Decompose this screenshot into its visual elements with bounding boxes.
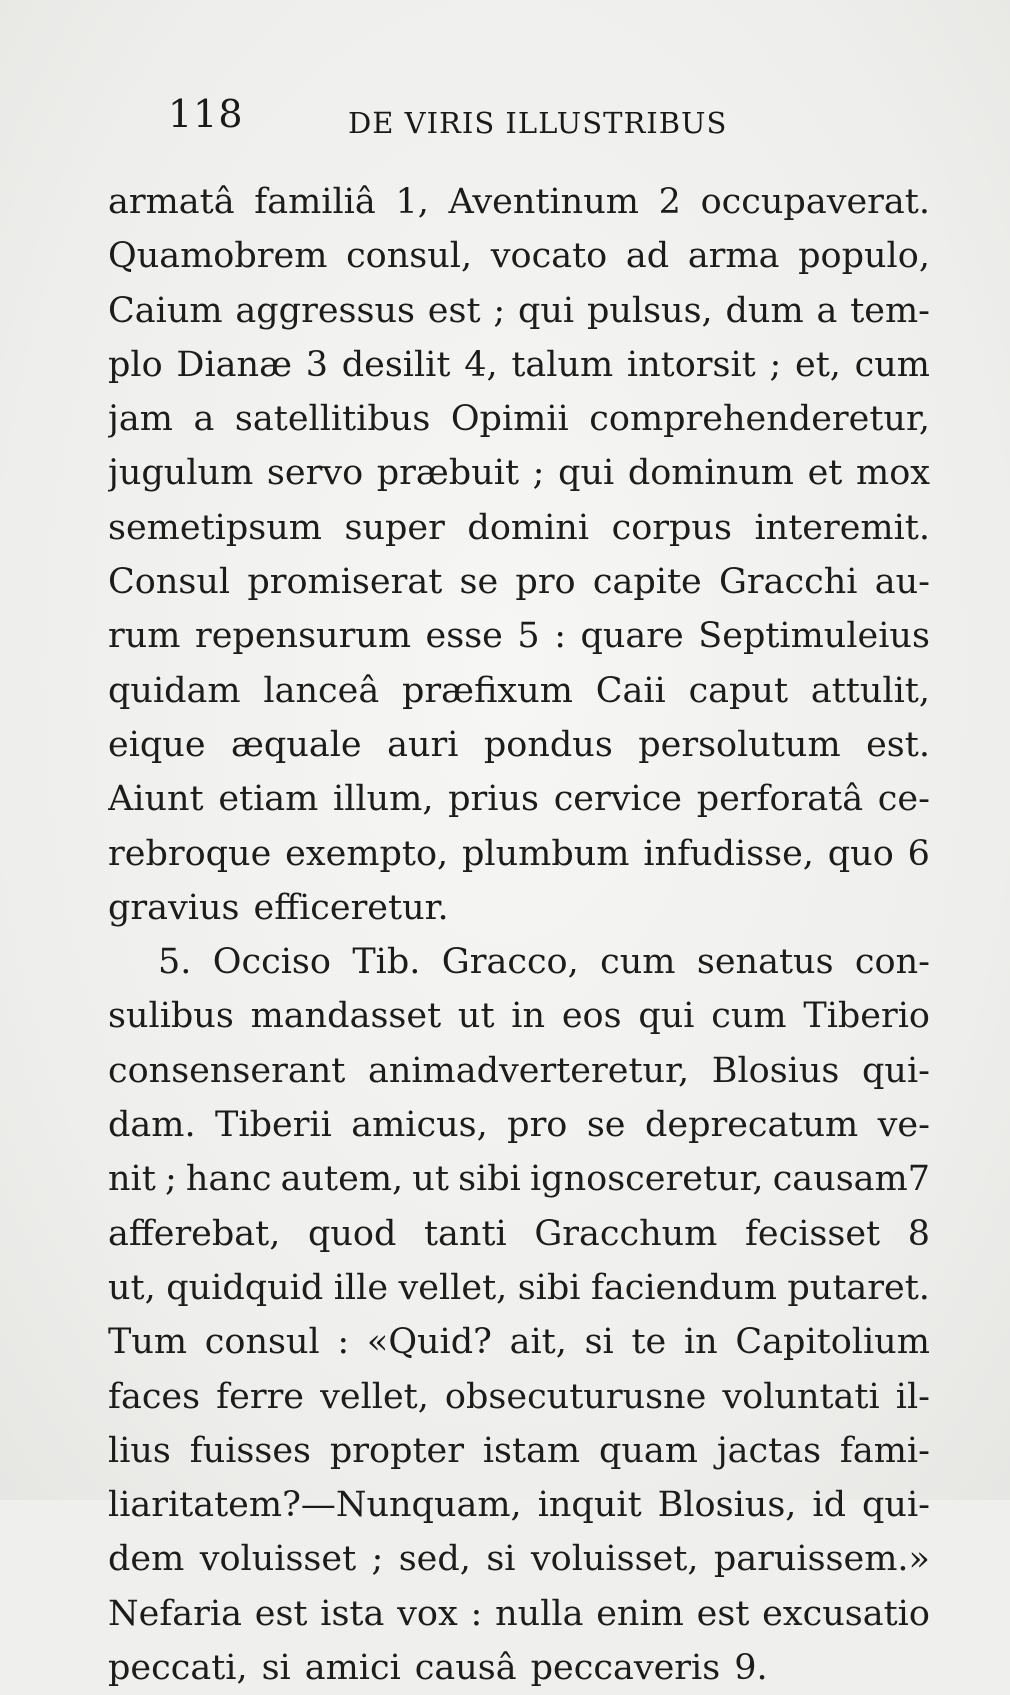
text-line: consenserant animadverteretur, Blosius qui- [108,1050,930,1091]
text-line: gravius efficeretur. [108,887,449,928]
text-line: dam. Tiberii amicus, pro se deprecatum ve- [108,1105,930,1146]
text-line: rum repensurum esse 5 : quare Septimuleius [108,616,930,657]
text-line: quidam lanceâ præfixum Caii caput attulit, [108,670,930,711]
text-line: Aiunt etiam illum, prius cervice perforatâ ce- [108,779,930,820]
text-line: liaritatem?—Nunquam, inquit Blosius, id qui- [108,1485,930,1526]
text-line: Nefaria est ista vox : nulla enim est excusatio [108,1593,930,1634]
text-line: armatâ familiâ 1, Aventinum 2 occupaverat. [108,182,930,222]
text-line: peccati, si amici causâ peccaveris 9. [108,1648,768,1689]
text-line: sulibus mandasset ut in eos qui cum Tiberio [108,996,930,1037]
text-line: rebroque exempto, plumbum infudisse, quo 6 [108,833,930,874]
text-line: eique æquale auri pondus persolutum est. [108,724,930,765]
text-line: Consul promiserat se pro capite Gracchi au- [108,562,930,603]
text-line: Quamobrem consul, vocato ad arma populo, [108,236,930,277]
text-line: Caium aggressus est ; qui pulsus, dum a tem- [108,290,930,331]
text-line: Tum consul : «Quid? ait, si te in Capitolium [108,1322,930,1363]
text-line: 5. Occiso Tib. Gracco, cum senatus con- [158,942,930,983]
text-line: jugulum servo præbuit ; qui dominum et mox [108,453,930,494]
text-body [108,175,930,1695]
text-line: plo Dianæ 3 desilit 4, talum intorsit ; et, cum [108,344,930,385]
text-line: jam a satellitibus Opimii comprehenderetur, [108,399,930,440]
text-line: faces ferre vellet, obsecuturusne voluntati il- [108,1376,930,1417]
text-line: nit ; hanc autem, ut sibi ignosceretur, causam7 [108,1159,930,1200]
text-line: lius fuisses propter istam quam jactas fami- [108,1430,930,1471]
text-line: dem voluisset ; sed, si voluisset, paruissem.» [108,1539,930,1580]
text-line: semetipsum super domini corpus interemit. [108,507,930,548]
running-title: DE VIRIS ILLUSTRIBUS [348,106,728,140]
page-number: 118 [168,92,244,136]
page-header [108,92,928,142]
text-line: afferebat, quod tanti Gracchum fecisset 8 [108,1213,930,1254]
text-line: ut, quidquid ille vellet, sibi faciendum putaret. [108,1267,930,1308]
